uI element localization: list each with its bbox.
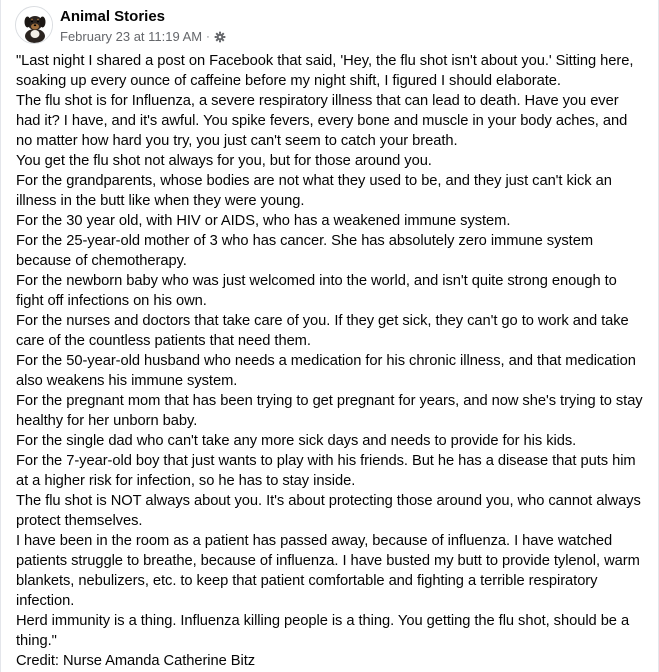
post-timestamp[interactable]: February 23 at 11:19 AM <box>60 29 203 44</box>
post-body <box>16 51 646 671</box>
post-paragraph: Herd immunity is a thing. Influenza killing people is a thing. You getting the flu shot, should be a thing." <box>16 613 630 649</box>
gear-icon[interactable] <box>214 31 226 43</box>
post-credit: Credit: Nurse Amanda Catherine Bitz <box>16 653 256 669</box>
dog-icon <box>16 7 53 44</box>
post-paragraph: I have been in the room as a patient has passed away, because of influenza. I have watched patients struggle to breathe, because of influenza. I have busted my butt to provide tylenol, warm blankets, nebulizers, etc. to keep that patient comfortable and fighting a terrible respiratory infection. <box>16 533 640 609</box>
post-paragraph: For the grandparents, whose bodies are not what they used to be, and they just can't kick an illness in the butt like when they were young. <box>16 173 612 209</box>
post-paragraph: For the 25-year-old mother of 3 who has cancer. She has absolutely zero immune system because of chemotherapy. <box>16 233 594 269</box>
meta-separator: · <box>206 30 210 43</box>
post-paragraph: The flu shot is NOT always about you. It's about protecting those around you, who cannot always protect themselves. <box>16 493 641 529</box>
page-avatar[interactable] <box>15 6 53 44</box>
post-paragraph: For the 50-year-old husband who needs a medication for his chronic illness, and that medication also weakens his immune system. <box>16 353 636 389</box>
post-header <box>15 6 635 46</box>
post-paragraph: For the 7-year-old boy that just wants to play with his friends. But he has a disease that puts him at a higher risk for infection, so he has to stay inside. <box>16 453 636 489</box>
post-meta <box>60 29 226 44</box>
post-paragraph: For the newborn baby who was just welcomed into the world, and isn't quite strong enough to fight off infections on his own. <box>16 273 617 309</box>
post-paragraph: For the nurses and doctors that take care of you. If they get sick, they can't go to work and take care of the countless patients that need them. <box>16 313 629 349</box>
post-paragraph: For the 30 year old, with HIV or AIDS, who has a weakened immune system. <box>16 213 511 229</box>
post-paragraph: You get the flu shot not always for you, but for those around you. <box>16 153 432 169</box>
post-paragraph: For the single dad who can't take any more sick days and needs to provide for his kids. <box>16 433 577 449</box>
post-paragraph: For the pregnant mom that has been trying to get pregnant for years, and now she's trying to stay healthy for her unborn baby. <box>16 393 643 429</box>
post-paragraph: The flu shot is for Influenza, a severe respiratory illness that can lead to death. Have you ever had it? I have, and it's awful. You spike fevers, every bone and muscle in your body aches, and no matter how hard you try, you just can't seem to catch your breath. <box>16 93 628 149</box>
post-paragraph: "Last night I shared a post on Facebook that said, 'Hey, the flu shot isn't about you.' Sitting here, soaking up every ounce of caffeine before my night shift, I figured I should elaborate. <box>16 53 634 89</box>
page-name-link[interactable]: Animal Stories <box>60 8 166 25</box>
